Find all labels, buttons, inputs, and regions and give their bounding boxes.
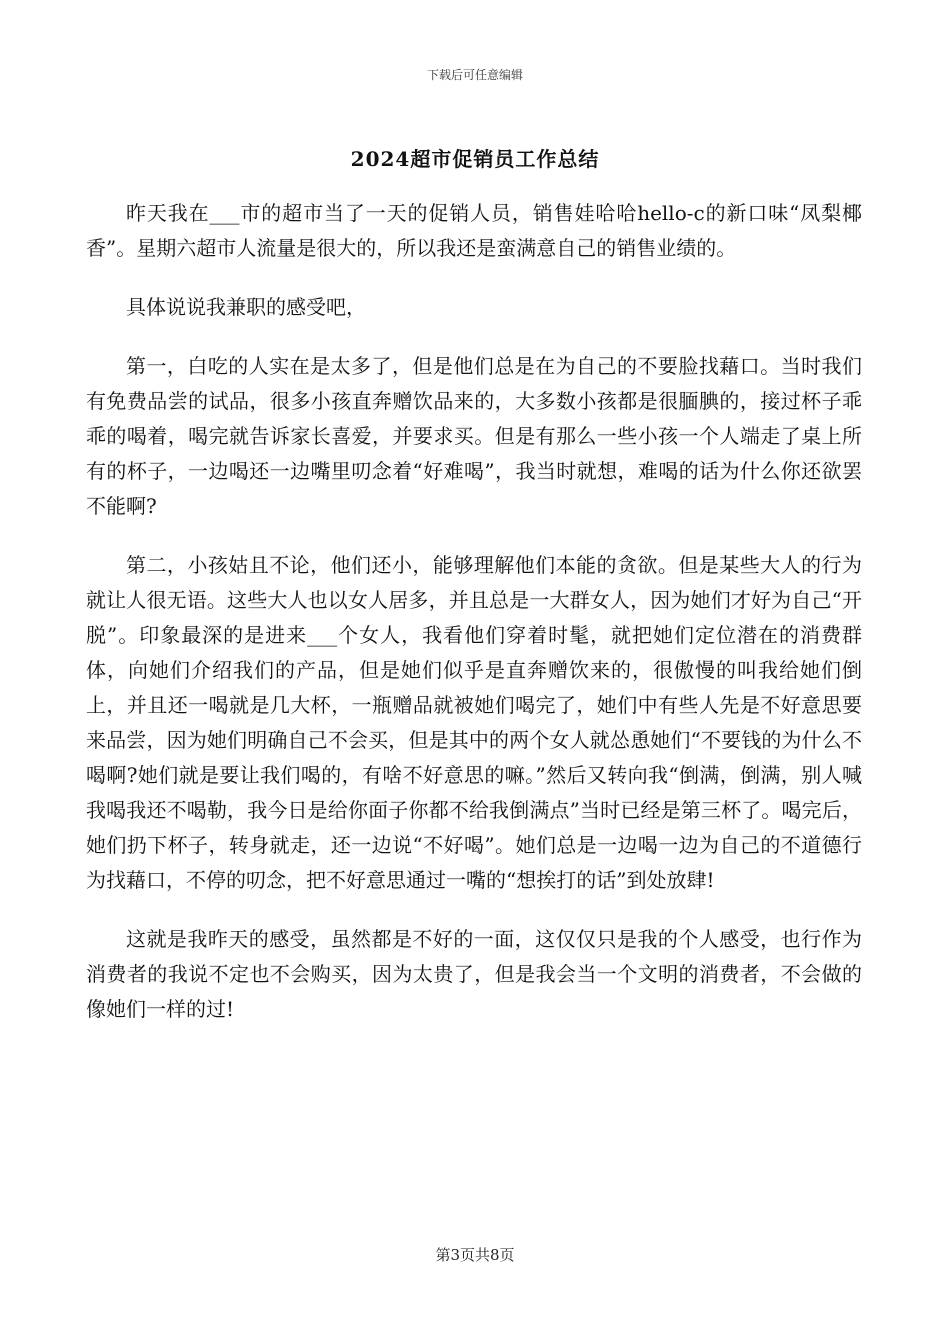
paragraph-first-point: 第一，白吃的人实在是太多了，但是他们总是在为自己的不要脸找藉口。当时我们有免费品尝的试品，很多小孩直奔赠饮品来的，大多数小孩都是很腼腆的，接过杯子乖乖的喝着，喝完就告诉家长喜爱，并要求买。但是有那么一些小孩一个人端走了桌上所有的杯子，一边喝还一边嘴里叨念着“好难喝”，我当时就想，难喝的话为什么你还欲罢不能啊? bbox=[86, 354, 862, 518]
document-title: 2024超市促销员工作总结 bbox=[350, 147, 600, 171]
paragraph-lead: 具体说说我兼职的感受吧， bbox=[126, 295, 366, 319]
paragraph-conclusion: 这就是我昨天的感受，虽然都是不好的一面，这仅仅只是我的个人感受，也行作为消费者的我说不定也不会购买，因为太贵了，但是我会当一个文明的消费者，不会做的像她们一样的过! bbox=[86, 927, 862, 1021]
header-note: 下载后可任意编辑 bbox=[426, 68, 523, 82]
paragraph-intro: 昨天我在___市的超市当了一天的促销人员，销售娃哈哈hello-c的新口味“凤梨椰香”。星期六超市人流量是很大的，所以我还是蛮满意自己的销售业绩的。 bbox=[86, 201, 862, 260]
page-number: 第3页共8页 bbox=[435, 1246, 515, 1264]
paragraph-second-point: 第二，小孩姑且不论，他们还小，能够理解他们本能的贪欲。但是某些大人的行为就让人很无语。这些大人也以女人居多，并且总是一大群女人，因为她们才好为自己“开脱”。印象最深的是进来___个女人，我看他们穿着时髦，就把她们定位潜在的消费群体，向她们介绍我们的产品，但是她们似乎是直奔赠饮来的，很傲慢的叫我给她们倒上，并且还一喝就是几大杯，一瓶赠品就被她们喝完了，她们中有些人先是不好意思要来品尝，因为她们明确自己不会买，但是其中的两个女人就怂恿她们“不要钱的为什么不喝啊?她们就是要让我们喝的，有啥不好意思的嘛。”然后又转向我“倒满，倒满，别人喊我喝我还不喝勒，我今日是给你面子你都不给我倒满点”当时已经是第三杯了。喝完后，她们扔下杯子，转身就走，还一边说“不好喝”。她们总是一边喝一边为自己的不道德行为找藉口，不停的叨念，把不好意思通过一嘴的“想挨打的话”到处放肆! bbox=[86, 553, 862, 892]
document-body bbox=[86, 196, 862, 1051]
